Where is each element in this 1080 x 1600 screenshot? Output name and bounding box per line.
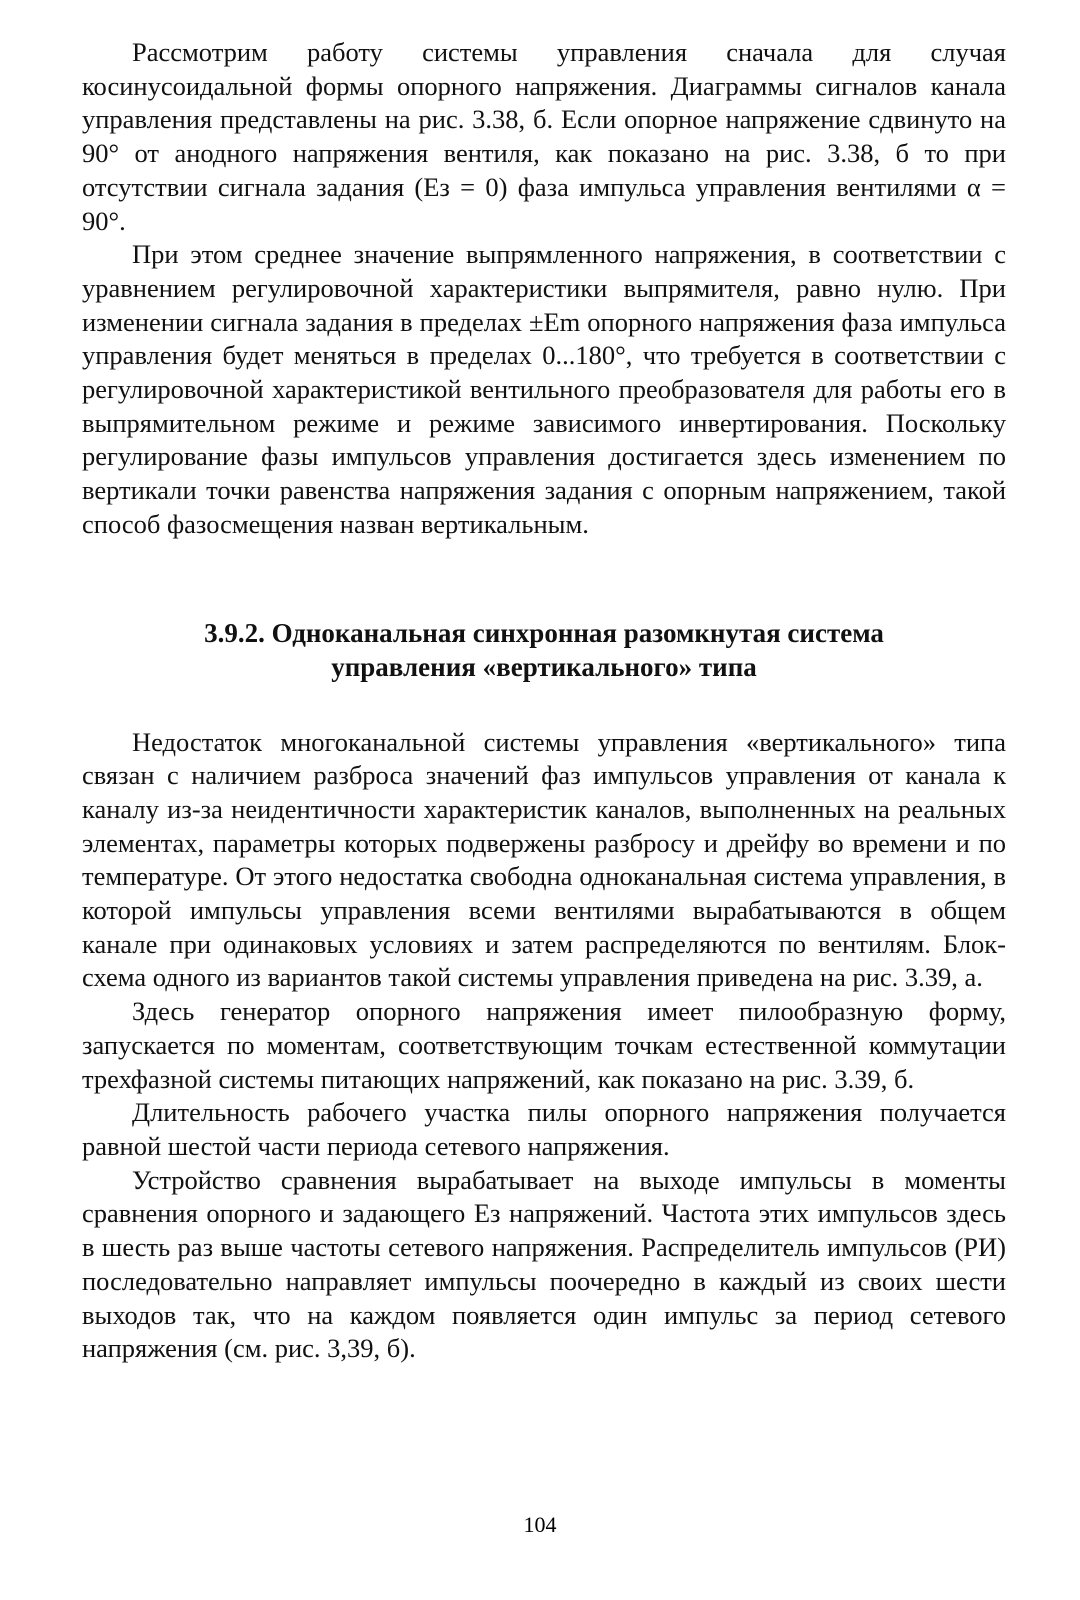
paragraph-saw-duration: Длительность рабочего участка пилы опорного напряжения получается равной шестой части периода сетевого напряжения.: [82, 1097, 1006, 1161]
paragraph-cosine-reference: Рассмотрим работу системы управления сначала для случая косинусоидальной формы опорного напряжения. Диаграммы сигналов канала управления представлены на рис. 3.38, б. Если опорное напряжение сдвинуто на 90° от анодного напряжения вентиля, как показано на рис. 3.38, б то при отсутствии сигнала задания (Eз = 0) фаза импульса управления вентилями α = 90°.: [82, 37, 1006, 236]
paragraph-comparator-distributor: Устройство сравнения вырабатывает на выходе импульсы в моменты сравнения опорного и задающего Eз напряжений. Частота этих импульсов здесь в шесть раз выше частоты сетевого напряжения. Распределитель импульсов (РИ) последовательно направляет импульсы поочередно в каждый из своих шести выходов так, что на каждом появляется один импульс за период сетевого напряжения (см. рис. 3,39, б).: [82, 1164, 1006, 1364]
page-number: 104: [523, 1512, 557, 1537]
section-heading: [82, 616, 1006, 684]
paragraph-sawtooth-generator: Здесь генератор опорного напряжения имеет пилообразную форму, запускается по моментам, соответствующим точкам естественной коммутации трехфазной системы питающих напряжений, как показано на рис. 3.39, б.: [82, 996, 1006, 1094]
section-heading-line-1: 3.9.2. Одноканальная синхронная разомкнутая система: [204, 617, 884, 648]
section-heading-line-2: управления «вертикального» типа: [331, 651, 757, 682]
paragraph-vertical-method: При этом среднее значение выпрямленного напряжения, в соответствии с уравнением регулировочной характеристики выпрямителя, равно нулю. При изменении сигнала задания в пределах ±Em опорного напряжения фаза импульса управления будет меняться в пределах 0...180°, что требуется в соответствии с регулировочной характеристикой вентильного преобразователя для работы его в выпрямительном режиме и режиме зависимого инвертирования. Поскольку регулирование фазы импульсов управления достигается здесь изменением по вертикали точки равенства напряжения задания с опорным напряжением, такой способ фазосмещения назван вертикальным.: [82, 239, 1006, 539]
paragraph-single-channel-intro: Недостаток многоканальной системы управления «вертикального» типа связан с наличием разброса значений фаз импульсов управления от канала к каналу из-за неидентичности характеристик каналов, выполненных на реальных элементах, параметры которых подвержены разбросу и дрейфу во времени и по температуре. От этого недостатка свободна одноканальная система управления, в которой импульсы управления всеми вентилями вырабатываются в общем канале при одинаковых условиях и затем распределяются по вентилям. Блок-схема одного из вариантов такой системы управления приведена на рис. 3.39, а.: [82, 726, 1006, 993]
